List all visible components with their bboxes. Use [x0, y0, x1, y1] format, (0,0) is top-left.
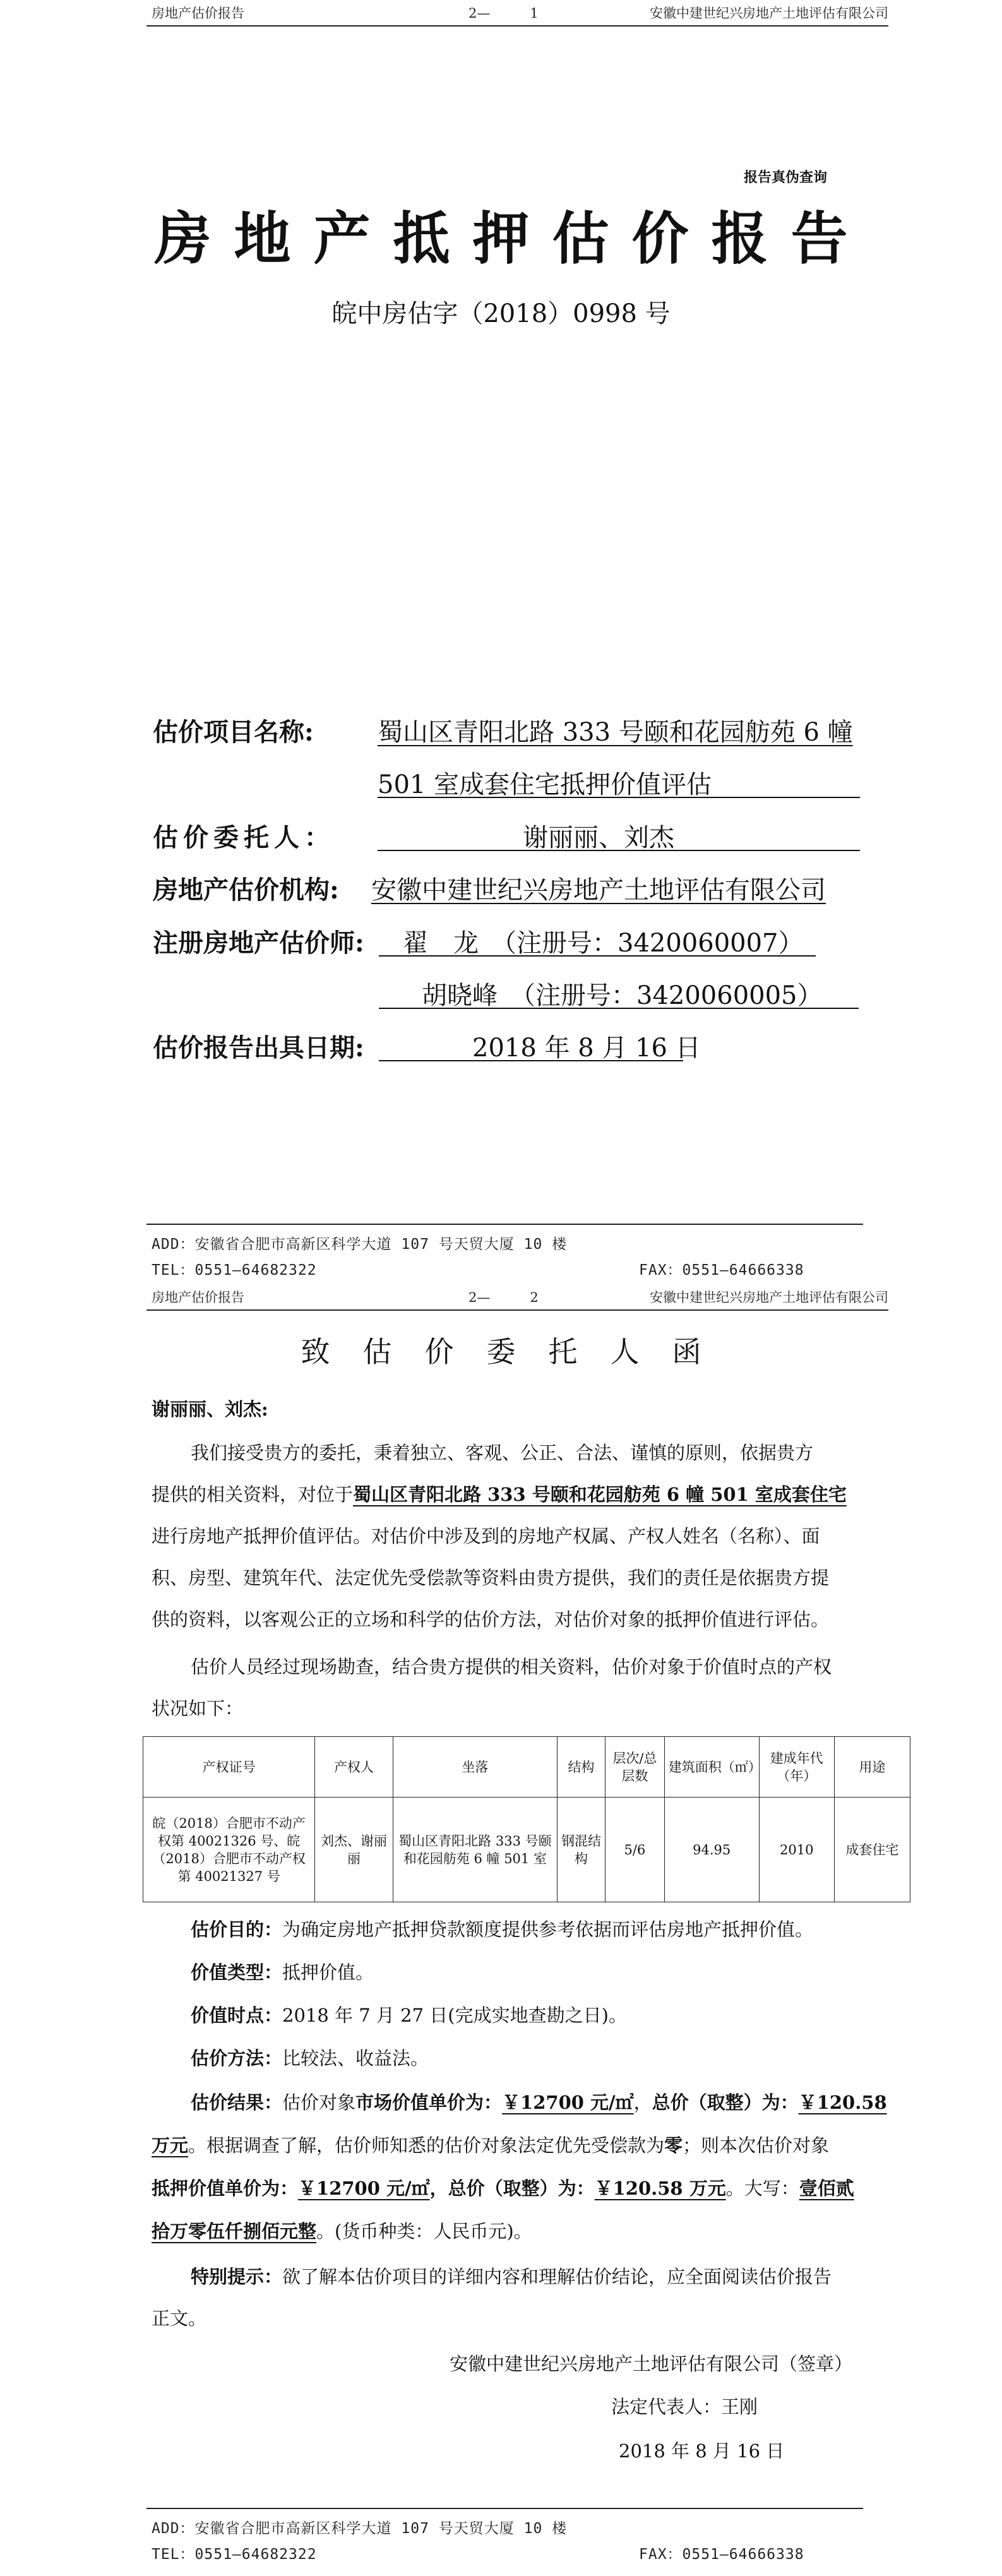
appraiser-2-underline — [379, 1008, 859, 1009]
client-value: 谢丽丽、刘杰 — [523, 823, 674, 852]
amount-in-words-cont: 拾万零伍仟捌佰元整 — [152, 2221, 317, 2242]
market-unit-price: ￥12700 元/㎡ — [502, 2092, 634, 2113]
appraiser-label: 注册房地产估价师: — [153, 928, 364, 958]
para2-line1: 估价人员经过现场勘查，结合贵方提供的相关资料，估价对象于价值时点的产权 — [191, 1656, 832, 1678]
sign-company: 安徽中建世纪兴房地产土地评估有限公司（签章） — [450, 2353, 853, 2375]
report-title: 房地产抵押估价报告 — [154, 205, 871, 272]
mortgage-unit-label: 抵押价值单价为： — [152, 2178, 299, 2199]
purpose-label: 估价目的： — [191, 1919, 283, 1940]
value-type-value: 抵押价值。 — [282, 1962, 374, 1983]
para1-line1: 我们接受贵方的委托，秉着独立、客观、公正、合法、谨慎的原则，依据贵方 — [191, 1442, 814, 1464]
col-header: 建成年代（年） — [759, 1737, 834, 1798]
sign-date: 2018 年 8 月 16 日 — [619, 2440, 785, 2462]
value-date-value: 2018 年 7 月 27 日(完成实地查勘之日)。 — [282, 2005, 627, 2026]
footer-tel: TEL：0551—64682322 — [152, 2546, 317, 2563]
legal-representative: 法定代表人：王刚 — [611, 2396, 758, 2418]
methods-line — [191, 2046, 429, 2071]
header-page-number: 2— 1 — [468, 6, 539, 21]
appraiser-2: 胡晓峰 （注册号：3420060005） — [422, 981, 823, 1010]
footer-fax: FAX：0551—64666338 — [639, 1262, 804, 1279]
date-value: 2018 年 8 月 16 日 — [472, 1034, 701, 1063]
result-comma: ， — [633, 2092, 652, 2113]
amount-in-words: 壹佰贰 — [799, 2178, 854, 2199]
priority-claims: 零 — [664, 2135, 683, 2156]
market-total-label: 总价（取整）为： — [652, 2092, 799, 2113]
col-header: 建筑面积（㎡） — [664, 1737, 759, 1798]
cell-structure: 钢混结构 — [557, 1798, 605, 1902]
footer-fax: FAX：0551—64666338 — [639, 2546, 804, 2563]
result-line2 — [152, 2133, 829, 2158]
page1-footer-rule — [146, 1224, 863, 1225]
para1-line5: 供的资料，以客观公正的立场和科学的估价方法，对估价对象的抵押价值进行评估。 — [152, 1609, 830, 1630]
col-header: 层次/总层数 — [605, 1737, 665, 1798]
special-value: 欲了解本估价项目的详细内容和理解估价结论，应全面阅读估价报告 — [282, 2266, 832, 2287]
purpose-line — [191, 1917, 813, 1942]
cell-owner: 刘杰、谢丽丽 — [315, 1798, 393, 1902]
result-line3 — [152, 2176, 854, 2201]
appraiser-1-underline — [379, 955, 816, 957]
value-type-line — [191, 1960, 374, 1985]
footer-tel: TEL：0551—64682322 — [152, 1262, 317, 1279]
table-header-row — [143, 1737, 910, 1798]
para2-line2: 状况如下： — [152, 1698, 244, 1719]
date-label: 估价报告出具日期: — [153, 1033, 364, 1063]
result-line1 — [191, 2090, 887, 2115]
result-text: 。大写： — [725, 2178, 799, 2199]
mortgage-unit-price: ￥12700 元/㎡ — [298, 2178, 430, 2199]
para1-line3: 进行房地产抵押价值评估。对估价中涉及到的房地产权属、产权人姓名（名称）、面 — [152, 1525, 820, 1547]
salutation: 谢丽丽、刘杰: — [152, 1398, 268, 1420]
special-label: 特别提示： — [191, 2266, 283, 2287]
col-header: 产权证号 — [143, 1737, 315, 1798]
result-label: 估价结果： — [191, 2092, 283, 2113]
property-table — [143, 1736, 910, 1902]
project-value-line1: 蜀山区青阳北路 333 号颐和花园舫苑 6 幢 — [378, 718, 853, 747]
header-company: 安徽中建世纪兴房地产土地评估有限公司 — [650, 1290, 888, 1305]
client-label: 估价委托人： — [153, 823, 335, 852]
col-header: 坐落 — [393, 1737, 557, 1798]
cell-year: 2010 — [759, 1798, 834, 1902]
footer-address: ADD：安徽省合肥市高新区科学大道 107 号天贸大厦 10 楼 — [152, 2520, 568, 2537]
value-type-label: 价值类型： — [191, 1962, 283, 1983]
cell-location: 蜀山区青阳北路 333 号颐和花园舫苑 6 幢 501 室 — [393, 1798, 557, 1902]
agency-label: 房地产估价机构: — [153, 875, 339, 905]
cell-cert-number: 皖（2018）合肥市不动产权第 40021326 号、皖（2018）合肥市不动产权第 40021327 号 — [143, 1798, 315, 1902]
result-text: ；则本次估价对象 — [683, 2135, 830, 2156]
para1-line2 — [152, 1482, 847, 1507]
market-total-price: ￥120.58 — [798, 2092, 887, 2113]
result-text: 估价对象 — [282, 2092, 356, 2113]
header-left: 房地产估价报告 — [152, 1290, 244, 1305]
col-header: 结构 — [557, 1737, 605, 1798]
special-line2: 正文。 — [152, 2308, 207, 2329]
client-underline — [378, 850, 860, 851]
table-row — [143, 1798, 910, 1902]
page1-header — [146, 5, 888, 27]
doc-number: 皖中房估字（2018）0998 号 — [331, 299, 671, 328]
mortgage-total-price: ￥120.58 万元 — [594, 2178, 726, 2199]
header-page-number: 2— 2 — [468, 1290, 539, 1305]
para1-line4: 积、房型、建筑年代、法定优先受偿款等资料由贵方提供，我们的责任是依据贵方提 — [152, 1567, 830, 1589]
appraiser-1: 翟 龙 （注册号：3420060007） — [403, 929, 804, 958]
project-value-line2: 501 室成套住宅抵押价值评估 — [378, 770, 712, 799]
property-address: 蜀山区青阳北路 333 号颐和花园舫苑 6 幢 501 室成套住宅 — [353, 1484, 847, 1505]
para1-line2-text: 提供的相关资料，对位于 — [152, 1484, 354, 1505]
methods-label: 估价方法： — [191, 2048, 283, 2069]
project-label: 估价项目名称: — [153, 717, 314, 747]
page2-footer-rule — [146, 2508, 863, 2509]
market-unit-label: 市场价值单价为： — [355, 2092, 503, 2113]
special-line — [191, 2264, 832, 2289]
agency-value: 安徽中建世纪兴房地产土地评估有限公司 — [371, 876, 826, 905]
date-underline — [379, 1060, 683, 1061]
cell-use: 成套住宅 — [834, 1798, 910, 1902]
purpose-value: 为确定房地产抵押贷款额度提供参考依据而评估房地产抵押价值。 — [282, 1919, 814, 1940]
value-date-line — [191, 2003, 627, 2028]
result-text: 。根据调查了解，估价师知悉的估价对象法定优先受偿款为 — [188, 2135, 665, 2156]
cell-area: 94.95 — [664, 1798, 759, 1902]
value-date-label: 价值时点： — [191, 2005, 283, 2026]
currency-note: 。(货币种类：人民币元)。 — [316, 2221, 532, 2242]
result-line4 — [152, 2219, 532, 2244]
project-underline — [378, 797, 860, 798]
col-header: 产权人 — [315, 1737, 393, 1798]
header-company: 安徽中建世纪兴房地产土地评估有限公司 — [650, 6, 888, 21]
col-header: 用途 — [834, 1737, 910, 1798]
market-total-unit: 万元 — [152, 2135, 189, 2156]
footer-address: ADD：安徽省合肥市高新区科学大道 107 号天贸大厦 10 楼 — [152, 1236, 568, 1253]
methods-value: 比较法、收益法。 — [282, 2048, 429, 2069]
page2-header — [146, 1289, 888, 1311]
letter-title: 致估价委托人函 — [301, 1335, 734, 1369]
mortgage-total-label: ，总价（取整）为： — [429, 2178, 595, 2199]
cell-floor: 5/6 — [605, 1798, 665, 1902]
header-left: 房地产估价报告 — [152, 6, 244, 21]
verify-link[interactable]: 报告真伪查询 — [744, 169, 828, 186]
